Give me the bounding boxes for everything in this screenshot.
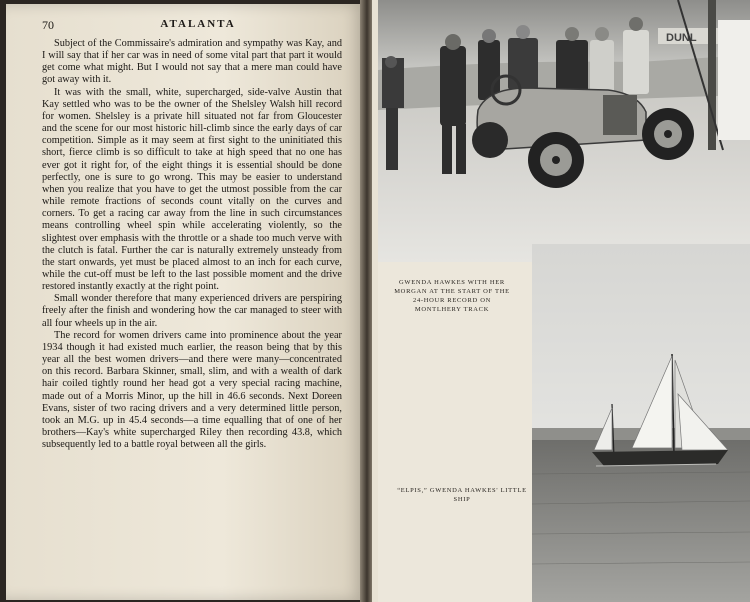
running-head: ATALANTA [160,18,236,30]
banner-text: DUNL [666,32,697,44]
paragraph: The record for women drivers came into prominence about the year 1934 though it had existed much earlier, the reason being that by this year all the best women drivers—and there were many—concentrated on this record. Barbara Skinner, small, slim, and with a wealth of dark hair coiled tightly round her head got a very special racing machine, made out of a Morris Minor, up the hill in 46.6 seconds. Next Doreen Evans, sister of two racing drivers and a very determined little person, took an M.G. up in 45.4 seconds—a time equalling that of one of her brothers—Kay's white supercharged Riley then recording 43.8, which subsequently led to a battle royal between all the girls. [42,329,342,451]
paragraph: Small wonder therefore that many experienced drivers are perspiring freely after the finish and wondering how the car managed to steer with all four wheels up in the air. [42,293,342,329]
yacht-photo-caption: “ELPIS,” GWENDA HAWKES' LITTLE SHIP [397,487,527,503]
page-header [42,18,354,34]
left-page [6,4,366,600]
yacht-photo [532,244,750,602]
paragraph: Subject of the Commissaire's admiration and sympathy was Kay, and I will say that if her car was in need of some vital part that part it would get come what might. But I would not say that a mere man could have got away with it. [42,38,342,86]
right-page [372,0,750,602]
caption-panel [378,262,544,602]
page-number: 70 [42,18,54,32]
body-text [42,38,342,451]
car-photo [378,0,750,262]
car-photo-caption: GWENDA HAWKES WITH HER MORGAN AT THE START OF THE 24-HOUR RECORD ON MONTLHERY TRACK [394,279,510,313]
paragraph: It was with the small, white, supercharged, side-valve Austin that Kay settled who was to be the owner of the Shelsley Walsh hill record for women. Shelsley is a private hill situated not far from Gloucester and the scene for our most historic hill-climb since the early days of car competition. Simple as it may seem at first sight to the uninitiated this short, fierce climb is so difficult to take at high speed that no one has ever got it right for, of the eight things it is essential should be done perfectly, one is sure to go wrong. This may be easier to understand when you realize that you have to get the utmost possible from the car while remote fractions of seconds count vitally on the curves and corners. To get a racing car away from the line in such circumstances means controlling wheel spin while accelerating violently, so the slightest over emphasis with the throttle or a shade too much verve with the clutch is fatal. Further the car is naturally extremely unsteady from the start onwards, yet must be placed almost to an inch for each curve, while the cut-off must be left to the last possible moment and the drive restored instantly exactly at the right point. [42,86,342,293]
